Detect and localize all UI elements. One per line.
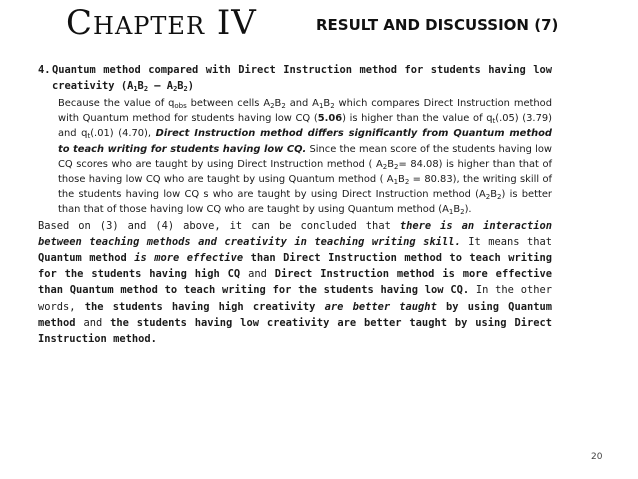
- item-number: 4.: [38, 64, 51, 76]
- analysis-paragraph: Because the value of $q_{obs}$ between cells $A_2B_2$ and $A_1B_2$ which compares Direct Instruction method with Quantum method for students having low CQ (5.06) is higher than the value of $q_t(.05)$ (3.79) and $q_t(.01)$ (4.70), Direct Instruction method differs significantly from Quantum method to teach writing for students having low CQ. Since the mean score of the students having low CQ scores who are taught by using Direct Instruction method ( $A_2B_2= 84.08$) is higher than that of those having low CQ who are taught by using Quantum method ( $A_1B_2 = 80.83$), the writing skill of the students having low CQ s who are taught by using Direct Instruction method $(A_2B_2)$ is better than that of those having low CQ who are taught by using Quantum method $(A_1B_2)$.: [58, 98, 552, 217]
- conclusion-paragraph: Based on (3) and (4) above, it can be concluded that there is an interaction between teaching methods and creativity in teaching writing skill. It means that Quantum method is more effective than Direct Instruction method to teach writing for the students having high CQ and Direct Instruction method is more effective than Quantum method to teach writing for the students having low CQ. In the other words, the students having high creativity are better taught by using Quantum method and the students having low creativity are better taught by using Direct Instruction method.: [38, 219, 552, 346]
- chapter-title: Chapter IV: [66, 3, 257, 43]
- page-number: 20: [591, 452, 603, 462]
- slide-content: [38, 62, 552, 347]
- section-header: RESULT AND DISCUSSION (7): [316, 16, 559, 34]
- item-4-heading: 4.Quantum method compared with Direct Instruction method for students having low creativity $(A_1B_2 - A_2B_2)$: [38, 64, 552, 93]
